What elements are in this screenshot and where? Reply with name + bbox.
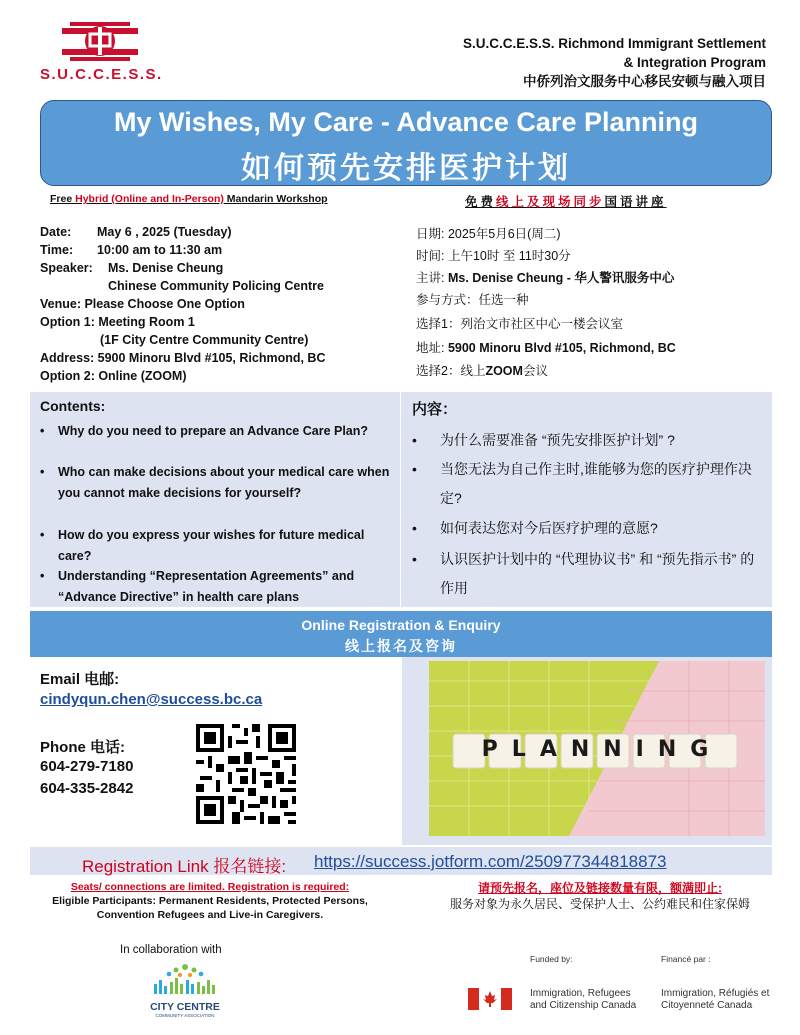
logo-wordmark: S.U.C.C.E.S.S. (40, 66, 163, 83)
org-line-2: & Integration Program (623, 55, 766, 70)
seats-limited-text-zh: 请预先报名，座位及链接数量有限，额满即止: (478, 881, 722, 895)
time-label: Time: (40, 243, 74, 257)
workshop-type-en (50, 193, 328, 205)
workshop-type-zh (465, 192, 667, 210)
email-label: Email 电邮: (40, 671, 120, 688)
title-banner (40, 100, 772, 186)
workshop-en-prefix: Free (50, 193, 76, 205)
contents-item-zh: • 认识医护计划中的 “代理协议书” 和 “预先指示书” 的作用 (412, 545, 767, 603)
phone-label: Phone 电话: (40, 739, 125, 756)
workshop-en-suffix: Mandarin Workshop (223, 193, 328, 205)
option-1: Option 1: Meeting Room 1 (40, 315, 195, 329)
option-2-zh-zoom: ZOOM (485, 364, 523, 378)
time-zh: 时间: 上午10时 至 11时30分 (416, 249, 571, 263)
contents-divider (400, 392, 401, 607)
funded-by-label: Funded by: (530, 954, 573, 964)
contents-item-zh: • 当您无法为自己作主时,谁能够为您的医疗护理作决定? (412, 455, 767, 513)
finance-par-label: Financé par : (661, 954, 711, 964)
option-2-zh (416, 361, 548, 379)
qr-code[interactable] (192, 720, 300, 828)
registration-link[interactable]: https://success.jotform.com/250977344818873 (314, 852, 667, 871)
speaker-name: Ms. Denise Cheung (108, 261, 224, 275)
option-2: Option 2: Online (ZOOM) (40, 369, 187, 383)
canada-flag-icon (468, 988, 512, 1010)
title-chinese: 如何预先安排医护计划 (241, 152, 571, 185)
funding-block (468, 952, 778, 1028)
venue-line: Venue: Please Choose One Option (40, 297, 245, 311)
planning-photo (429, 661, 765, 836)
contents-title-zh: 内容： (412, 401, 458, 418)
registration-header (30, 611, 772, 657)
option-1-zh: 选择1：列治文市社区中心一楼会议室 (416, 317, 623, 331)
address-zh-label: 地址: (416, 341, 448, 355)
address-zh (416, 338, 676, 356)
speaker-zh (416, 268, 674, 286)
planning-word: PLANNING (481, 737, 723, 762)
contents-item-en: • Understanding “Representation Agreements” and “Advance Directive” in health care plans (40, 566, 390, 607)
contents-title-en: Contents: (40, 398, 106, 414)
city-centre-logo (140, 962, 230, 1022)
option-2-zh-post: 会议 (522, 364, 548, 378)
contents-item-en: • Who can make decisions about your medical care when you cannot make decisions for yourself? (40, 462, 390, 503)
speaker-org: Chinese Community Policing Centre (108, 279, 325, 293)
eligibility-zh: 服务对象为永久居民、受保护人士、公约难民和住家保姆 (449, 897, 750, 911)
date-value: May 6 , 2025 (Tuesday) (97, 225, 232, 239)
address-zh-value: 5900 Minoru Blvd #105, Richmond, BC (447, 341, 676, 355)
seats-limited-text: Seats/ connections are limited. Registration is required: (70, 881, 350, 893)
title-english: My Wishes, My Care - Advance Care Planning (114, 107, 698, 137)
speaker-label: Speaker: (40, 261, 93, 275)
registration-title-zh: 线上报名及咨询 (345, 638, 457, 654)
contents-item-zh: • 如何表达您对今后医疗护理的意愿? (412, 514, 767, 543)
contents-item-en: • How do you express your wishes for future medical care? (40, 525, 390, 566)
workshop-zh-prefix: 免费 (465, 195, 497, 209)
workshop-zh-suffix: 国语讲座 (604, 195, 667, 209)
speaker-zh-label: 主讲: (416, 271, 448, 285)
speaker-zh-name: Ms. Denise Cheung - 华人警讯服务中心 (447, 271, 675, 285)
registration-title-en: Online Registration & Enquiry (301, 617, 501, 633)
eligibility-en: Eligible Participants: Permanent Residents, Protected Persons, Convention Refugees and Live-in Caregivers. (52, 895, 368, 921)
email-link[interactable]: cindyqun.chen@success.bc.ca (40, 691, 263, 708)
workshop-zh-highlight: 线上及现场同步 (496, 195, 605, 209)
city-centre-sub: COMMUNITY ASSOCIATION (155, 1013, 215, 1018)
org-line-3: 中侨列治文服务中心移民安顿与融入项目 (523, 74, 766, 89)
address-line: Address: 5900 Minoru Blvd #105, Richmond, BC (40, 351, 326, 365)
city-centre-name: CITY CENTRE (150, 1001, 220, 1013)
phone-number-1: 604-279-7180 (40, 758, 134, 775)
org-line-1: S.U.C.C.E.S.S. Richmond Immigrant Settlement (462, 36, 766, 51)
phone-number-2: 604-335-2842 (40, 780, 134, 797)
collaboration-label: In collaboration with (120, 944, 222, 956)
date-zh: 日期: 2025年5月6日(周二) (416, 227, 561, 241)
registration-link-label: Registration Link 报名链接: (82, 857, 287, 876)
ircc-english: Immigration, Refugees and Citizenship Canada (530, 988, 637, 1011)
ircc-french: Immigration, Réfugiés et Citoyenneté Canada (661, 988, 770, 1011)
workshop-en-highlight: Hybrid (Online and In-Person) (75, 193, 224, 205)
time-value: 10:00 am to 11:30 am (97, 243, 223, 257)
organization-name (386, 34, 766, 91)
contents-item-zh: • 为什么需要准备 “预先安排医护计划” ? (412, 426, 767, 455)
contents-item-en: • Why do you need to prepare an Advance Care Plan? (40, 421, 390, 442)
option-2-zh-pre: 选择2：线上 (416, 364, 486, 378)
seats-limited-notice-en (40, 880, 380, 894)
mode-zh: 参与方式：任选一种 (416, 293, 529, 307)
date-label: Date: (40, 225, 72, 239)
seats-limited-notice-zh (440, 880, 760, 896)
option-1-detail: (1F City Centre Community Centre) (100, 333, 309, 347)
